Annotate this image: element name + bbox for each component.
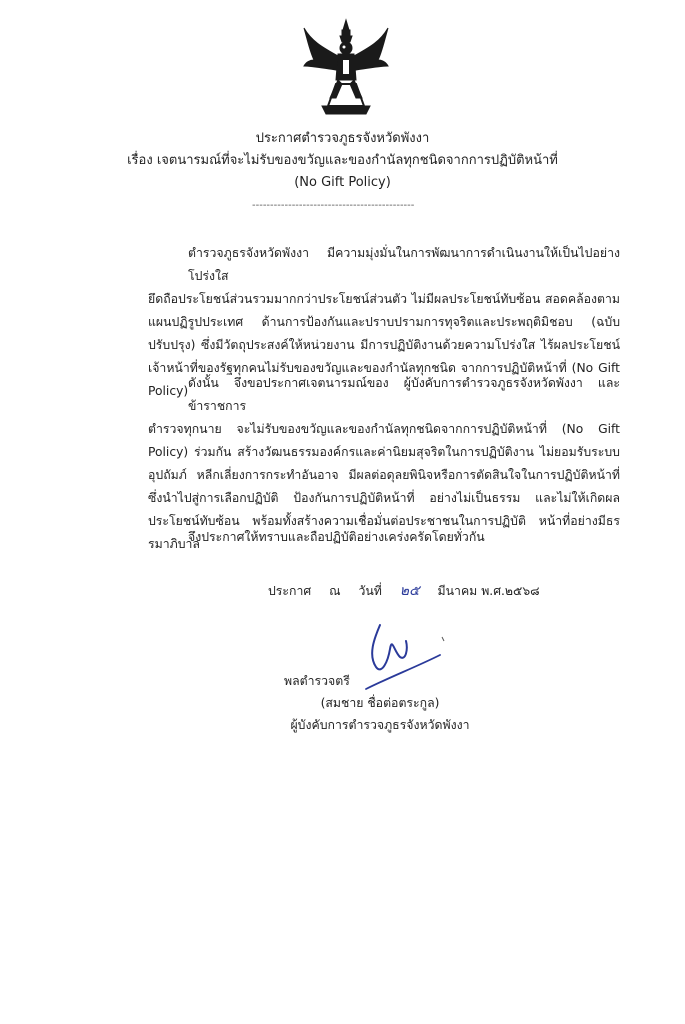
dateline — [268, 580, 554, 602]
dateline-month-year: มีนาคม พ.ศ.๒๕๖๘ — [437, 584, 540, 598]
dateline-at: ณ — [329, 584, 341, 598]
paragraph-declaration-first-line: ดังนั้น จึงขอประกาศเจตนารมณ์ของ ผู้บังคับการตำรวจภูธรจังหวัดพังงา และข้าราชการ — [188, 376, 620, 413]
dateline-announced: ประกาศ — [268, 584, 312, 598]
signer-position: ผู้บังคับการตำรวจภูธรจังหวัดพังงา — [290, 718, 470, 732]
paragraph-declaration-body: ตำรวจทุกนาย จะไม่รับของขวัญและของกำนัลทุกชนิดจากการปฏิบัติหน้าที่ (No Gift Policy) ร่วมกัน สร้างวัฒนธรรมองค์กรและค่านิยมสุจริตในการปฏิบัติงาน ไม่ยอมรับระบบอุปถัมภ์ หลีกเลี่ยงการกระทำอันอาจ มีผลต่อดุลยพินิจหรือการตัดสินใจในการปฏิบัติหน้าที่ซึ่งนำไปสู่การเลือกปฏิบัติ ป้องกันการปฏิบัติหน้าที่ อย่างไม่เป็นธรรม และไม่ให้เกิดผลประโยชน์ทับซ้อน พร้อมทั้งสร้างความเชื่อมั่นต่อประชาชนในการปฏิบัติ หน้าที่อย่างมีธรรมาภิบาล — [148, 422, 620, 551]
garuda-emblem-icon — [300, 18, 392, 118]
policy-name: (No Gift Policy) — [294, 175, 391, 190]
signature-icon — [360, 615, 450, 695]
announcement-title: ประกาศตำรวจภูธรจังหวัดพังงา — [255, 131, 430, 146]
paragraph-intro-first-line: ตำรวจภูธรจังหวัดพังงา มีความมุ่งมั่นในการพัฒนาการดำเนินงานให้เป็นไปอย่างโปร่งใส — [188, 246, 620, 283]
dateline-day-label: วันที่ — [358, 584, 382, 598]
divider: --------------------------------------------- — [252, 200, 415, 211]
signer-rank: พลตำรวจตรี — [284, 674, 350, 688]
dateline-day: ๒๕ — [399, 583, 420, 599]
paragraph-intro-body: ยึดถือประโยชน์ส่วนรวมมากกว่าประโยชน์ส่วนตัว ไม่มีผลประโยชน์ทับซ้อน สอดคล้องตามแผนปฏิรูปประเทศ ด้านการป้องกันและปราบปรามการทุจริตและประพฤติมิชอบ (ฉบับปรับปรุง) ซึ่งมีวัตถุประสงค์ให้หน่วยงาน มีการปฏิบัติงานด้วยความโปร่งใส ไร้ผลประโยชน์ เจ้าหน้าที่ของรัฐทุกคนไม่รับของขวัญและของกำนัลทุกชนิด จากการปฏิบัติหน้าที่ (No Gift Policy) — [148, 292, 620, 398]
announcement-subject: เรื่อง เจตนารมณ์ที่จะไม่รับของขวัญและของกำนัลทุกชนิดจากการปฏิบัติหน้าที่ — [127, 153, 558, 168]
paragraph-closing: จึงประกาศให้ทราบและถือปฏิบัติอย่างเคร่งครัดโดยทั่วกัน — [188, 530, 485, 544]
signer-name: (สมชาย ชื่อต่อตระกูล) — [320, 696, 440, 710]
